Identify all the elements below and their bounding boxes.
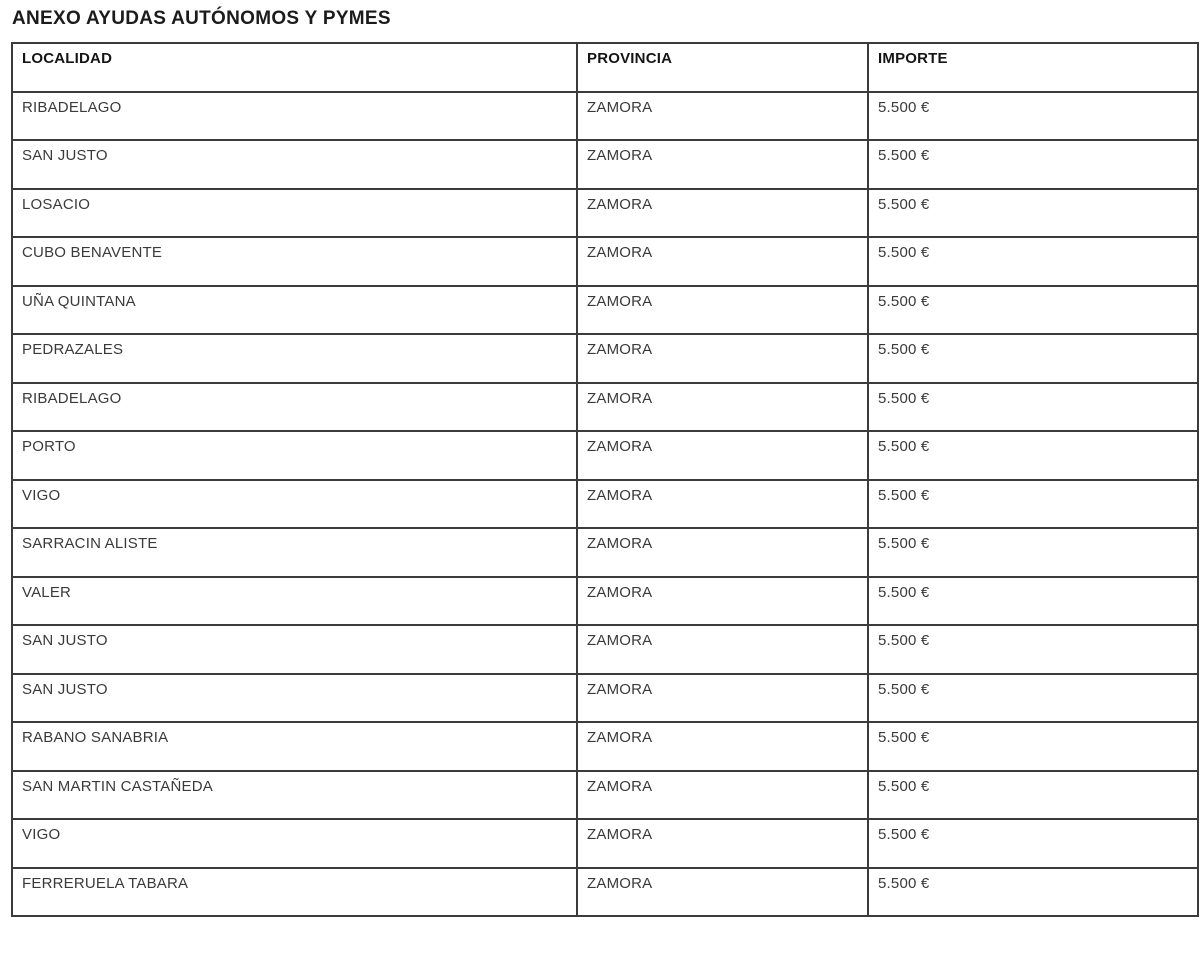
table-row (12, 528, 1198, 577)
cell-importe: 5.500 € (868, 431, 1198, 480)
table-row (12, 383, 1198, 432)
cell-localidad: SAN JUSTO (12, 625, 577, 674)
cell-provincia: ZAMORA (577, 771, 868, 820)
cell-importe: 5.500 € (868, 140, 1198, 189)
column-header-localidad: LOCALIDAD (12, 43, 577, 92)
cell-importe: 5.500 € (868, 480, 1198, 529)
cell-localidad: CUBO BENAVENTE (12, 237, 577, 286)
table-row (12, 431, 1198, 480)
cell-localidad: LOSACIO (12, 189, 577, 238)
cell-provincia: ZAMORA (577, 334, 868, 383)
cell-importe: 5.500 € (868, 771, 1198, 820)
cell-localidad: SAN MARTIN CASTAÑEDA (12, 771, 577, 820)
page-title: ANEXO AYUDAS AUTÓNOMOS Y PYMES (12, 8, 391, 29)
cell-importe: 5.500 € (868, 92, 1198, 141)
cell-provincia: ZAMORA (577, 674, 868, 723)
cell-localidad: FERRERUELA TABARA (12, 868, 577, 917)
cell-importe: 5.500 € (868, 286, 1198, 335)
column-header-importe: IMPORTE (868, 43, 1198, 92)
cell-importe: 5.500 € (868, 868, 1198, 917)
cell-importe: 5.500 € (868, 334, 1198, 383)
cell-provincia: ZAMORA (577, 237, 868, 286)
cell-localidad: VALER (12, 577, 577, 626)
cell-provincia: ZAMORA (577, 868, 868, 917)
table-row (12, 286, 1198, 335)
cell-localidad: SARRACIN ALISTE (12, 528, 577, 577)
cell-localidad: RIBADELAGO (12, 383, 577, 432)
cell-localidad: SAN JUSTO (12, 674, 577, 723)
cell-importe: 5.500 € (868, 528, 1198, 577)
cell-importe: 5.500 € (868, 625, 1198, 674)
cell-importe: 5.500 € (868, 189, 1198, 238)
column-header-provincia: PROVINCIA (577, 43, 868, 92)
cell-provincia: ZAMORA (577, 431, 868, 480)
table-row (12, 868, 1198, 917)
table-body (12, 92, 1198, 917)
cell-localidad: PEDRAZALES (12, 334, 577, 383)
table-row (12, 819, 1198, 868)
cell-provincia: ZAMORA (577, 189, 868, 238)
cell-provincia: ZAMORA (577, 383, 868, 432)
cell-localidad: PORTO (12, 431, 577, 480)
cell-provincia: ZAMORA (577, 722, 868, 771)
table-row (12, 625, 1198, 674)
cell-importe: 5.500 € (868, 237, 1198, 286)
cell-provincia: ZAMORA (577, 577, 868, 626)
table-header (12, 43, 1198, 92)
cell-provincia: ZAMORA (577, 819, 868, 868)
cell-localidad: UÑA QUINTANA (12, 286, 577, 335)
table-row (12, 189, 1198, 238)
cell-localidad: VIGO (12, 480, 577, 529)
table-header-row (12, 43, 1198, 92)
table-row (12, 237, 1198, 286)
table-row (12, 577, 1198, 626)
cell-localidad: RABANO SANABRIA (12, 722, 577, 771)
cell-importe: 5.500 € (868, 674, 1198, 723)
cell-provincia: ZAMORA (577, 480, 868, 529)
cell-importe: 5.500 € (868, 577, 1198, 626)
cell-localidad: RIBADELAGO (12, 92, 577, 141)
table-row (12, 92, 1198, 141)
cell-provincia: ZAMORA (577, 286, 868, 335)
table-row (12, 480, 1198, 529)
table-row (12, 722, 1198, 771)
table-row (12, 334, 1198, 383)
cell-importe: 5.500 € (868, 819, 1198, 868)
grants-table (11, 42, 1199, 917)
table-row (12, 771, 1198, 820)
cell-provincia: ZAMORA (577, 528, 868, 577)
cell-provincia: ZAMORA (577, 625, 868, 674)
cell-importe: 5.500 € (868, 722, 1198, 771)
cell-localidad: SAN JUSTO (12, 140, 577, 189)
cell-provincia: ZAMORA (577, 92, 868, 141)
table-row (12, 674, 1198, 723)
cell-localidad: VIGO (12, 819, 577, 868)
table-row (12, 140, 1198, 189)
cell-importe: 5.500 € (868, 383, 1198, 432)
cell-provincia: ZAMORA (577, 140, 868, 189)
